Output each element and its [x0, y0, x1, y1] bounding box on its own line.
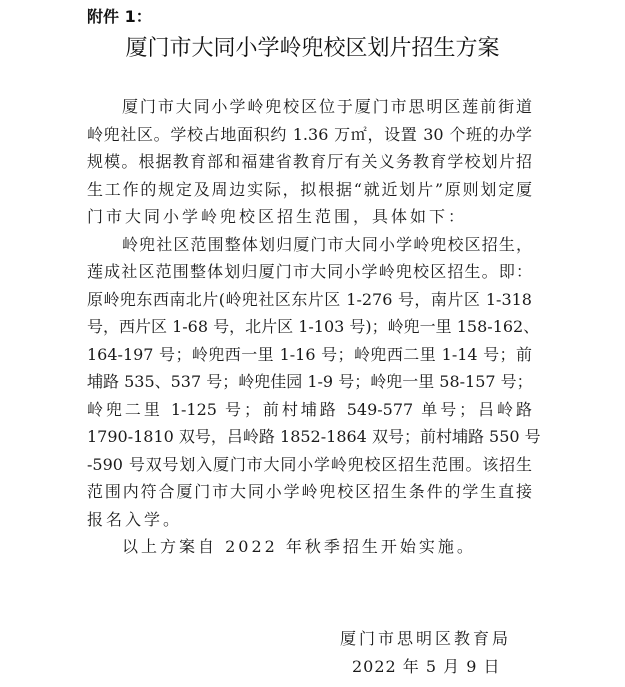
paragraph-line: -590 号双号划入厦门市大同小学岭兜校区招生范围。该招生 — [87, 454, 532, 474]
paragraph-line: 厦门市大同小学岭兜校区位于厦门市思明区莲前街道 — [122, 97, 532, 116]
paragraph-line: 生工作的规定及周边实际，拟根据“就近划片”原则划定厦 — [87, 179, 532, 199]
paragraph-line: 岭兜二里 1-125 号；前村埔路 549-577 单号；吕岭路 — [87, 399, 532, 419]
issue-date: 2022 年 5 月 9 日 — [352, 657, 501, 676]
paragraph-line: 报名入学。 — [87, 509, 183, 529]
paragraph-line: 门市大同小学岭兜校区招生范围，具体如下： — [87, 207, 468, 226]
paragraph-line: 164-197 号；岭兜西一里 1-16 号；岭兜西二里 1-14 号；前 — [87, 344, 532, 364]
paragraph-line: 岭兜社区范围整体划归厦门市大同小学岭兜校区招生， — [122, 234, 532, 254]
paragraph-line: 1790-1810 双号，吕岭路 1852-1864 双号；前村埔路 550 号 — [87, 427, 541, 446]
paragraph-line: 莲成社区范围整体划归厦门市大同小学岭兜校区招生。即： — [87, 262, 532, 281]
document-body — [87, 93, 541, 561]
paragraph-line: 岭兜社区。学校占地面积约 1.36 万㎡，设置 30 个班的办学 — [87, 124, 532, 144]
paragraph-line: 规模。根据教育部和福建省教育厅有关义务教育学校划片招 — [87, 152, 532, 171]
paragraph-line: 原岭兜东西南北片(岭兜社区东片区 1-276 号，南片区 1-318 — [87, 289, 532, 309]
paragraph-line: 范围内符合厦门市大同小学岭兜校区招生条件的学生直接 — [87, 482, 532, 501]
issuer-signature: 厦门市思明区教育局 — [340, 629, 512, 648]
paragraph-line: 以上方案自 2022 年秋季招生开始实施。 — [122, 537, 476, 556]
paragraph-line: 号，西片区 1-68 号，北片区 1-103 号)；岭兜一里 158-162、 — [87, 317, 540, 336]
attachment-label: 附件 1： — [87, 7, 152, 26]
document-title: 厦门市大同小学岭兜校区划片招生方案 — [125, 36, 500, 61]
paragraph-line: 埔路 535、537 号；岭兜佳园 1-9 号；岭兜一里 58-157 号； — [87, 372, 533, 391]
